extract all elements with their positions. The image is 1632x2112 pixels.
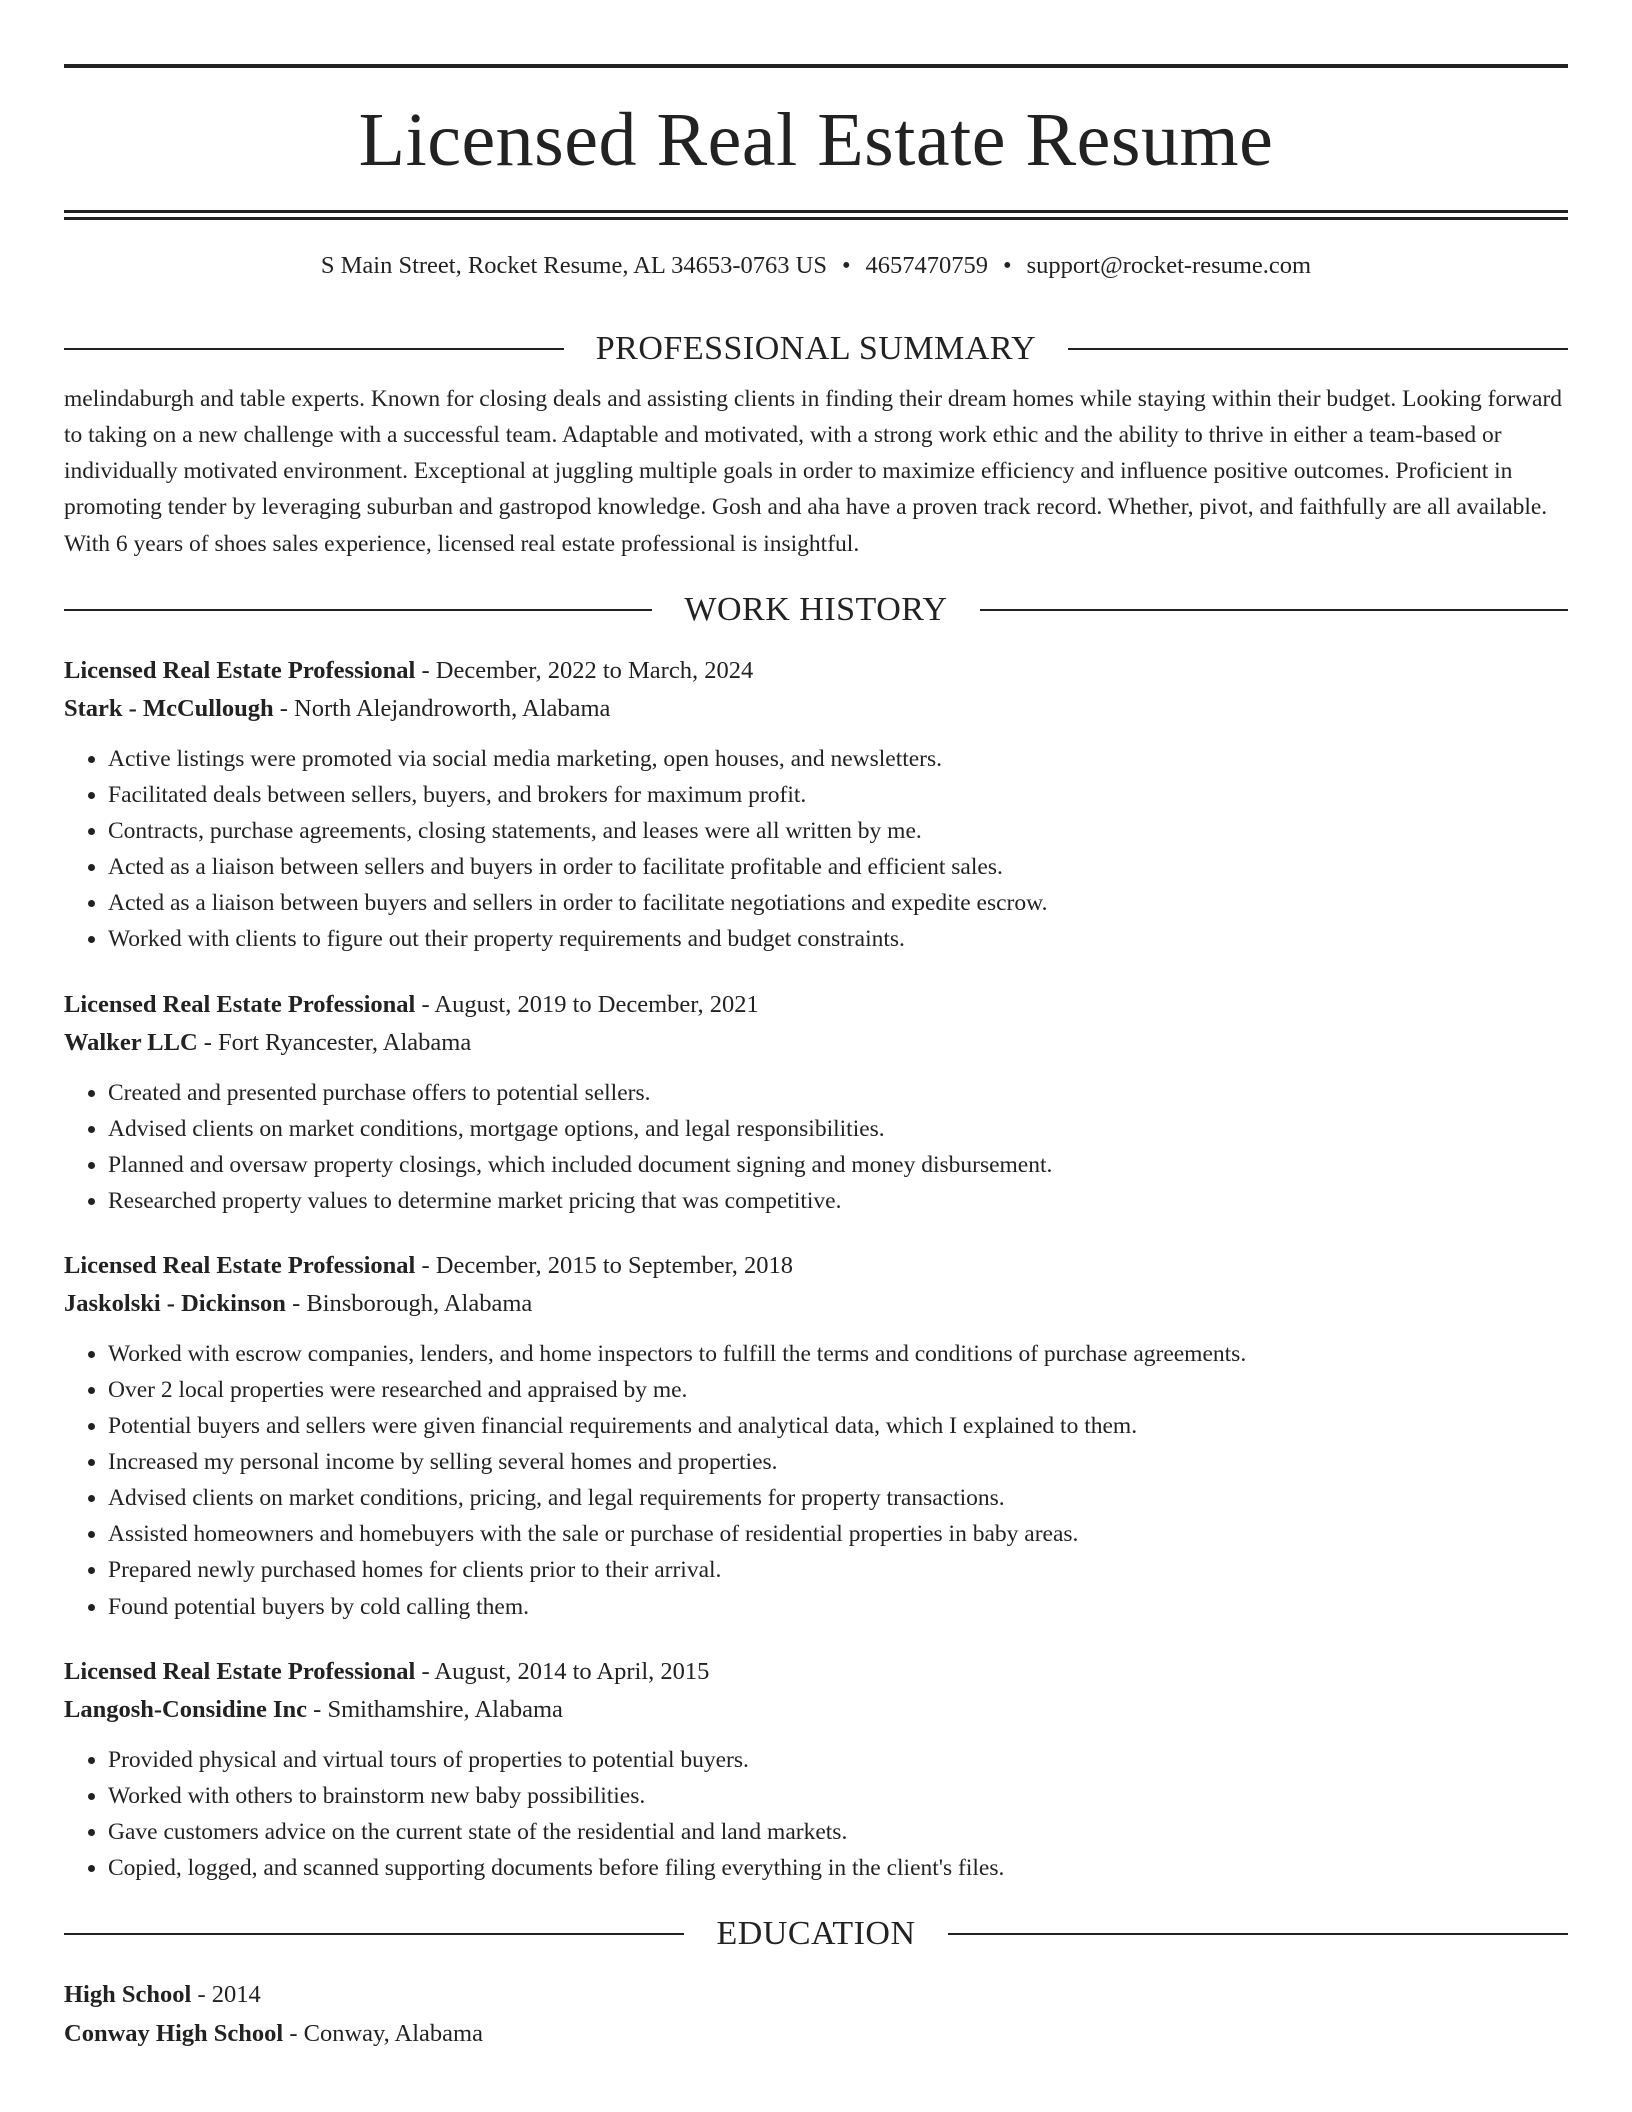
title-double-rule [64,210,1568,220]
resume-page [64,64,1568,2053]
job-location: - Binsborough, Alabama [285,1290,533,1318]
heading-rule [64,609,652,611]
job-bullet: • Assisted homeowners and homebuyers with the sale or purchase of residential properties in baby areas. [108,1516,1568,1552]
contact-phone: 4657470759 [865,252,989,279]
job-dates: - August, 2014 to April, 2015 [415,1657,710,1685]
job-entry [64,652,1568,958]
job-bullet: • Advised clients on market conditions, pricing, and legal requirements for property transactions. [108,1480,1568,1516]
education-entry [64,1976,1568,2053]
heading-rule [1068,348,1568,350]
job-company: Jaskolski - Dickinson [64,1290,286,1318]
job-bullet: • Planned and oversaw property closings, which included document signing and money disbursement. [108,1147,1568,1183]
job-bullet: • Acted as a liaison between sellers and buyers in order to facilitate profitable and efficient sales. [108,849,1568,885]
job-location: - North Alejandroworth, Alabama [273,695,611,723]
job-bullet: • Over 2 local properties were researched and appraised by me. [108,1372,1568,1408]
resume-title: Licensed Real Estate Resume [358,98,1274,182]
job-bullet: • Worked with others to brainstorm new baby possibilities. [108,1778,1568,1814]
summary-heading [64,331,1568,367]
job-bullet: • Worked with clients to figure out their property requirements and budget constraints. [108,921,1568,957]
job-bullet: • Acted as a liaison between buyers and sellers in order to facilitate negotiations and expedite escrow. [108,885,1568,921]
education-heading-label: EDUCATION [716,1915,916,1953]
summary-heading-label: PROFESSIONAL SUMMARY [595,329,1037,367]
job-dates: - December, 2022 to March, 2024 [415,656,754,684]
work-history-heading-label: WORK HISTORY [684,590,948,628]
job-bullet: • Advised clients on market conditions, mortgage options, and legal responsibilities. [108,1111,1568,1147]
job-company-line [64,690,1568,729]
education-school-line [64,2015,1568,2054]
job-bullet: • Increased my personal income by selling several homes and properties. [108,1444,1568,1480]
heading-rule [64,348,564,350]
job-bullet: • Active listings were promoted via social media marketing, open houses, and newsletters. [108,741,1568,777]
education-location: - Conway, Alabama [283,2019,483,2047]
job-company: Langosh-Considine Inc [64,1696,308,1724]
job-bullet: • Copied, logged, and scanned supporting documents before filing everything in the client's files. [108,1850,1568,1886]
job-title: Licensed Real Estate Professional [64,1657,416,1685]
job-company-line [64,1024,1568,1063]
education-school: Conway High School [64,2019,284,2047]
job-company-line [64,1691,1568,1730]
job-bullet: • Potential buyers and sellers were given financial requirements and analytical data, which I explained to them. [108,1408,1568,1444]
education-year: - 2014 [191,1981,261,2009]
contact-line [64,254,1568,279]
job-bullet: • Gave customers advice on the current state of the residential and land markets. [108,1814,1568,1850]
heading-rule [64,1933,684,1935]
education-degree-line [64,1976,1568,2015]
job-bullet-list [64,1075,1568,1219]
job-bullet-list [64,1336,1568,1625]
job-title: Licensed Real Estate Professional [64,1251,416,1279]
summary-text: melindaburgh and table experts. Known for closing deals and assisting clients in finding their dream homes while staying within their budget. Looking forward to taking on a new challenge with a successful team. Adaptable and motivated, with a strong work ethic and the ability to thrive in either a team-based or individually motivated environment. Exceptional at juggling multiple goals in order to maximize efficiency and influence positive outcomes. Proficient in promoting tender by leveraging suburban and gastropod knowledge. Gosh and aha have a proven track record. Whether, pivot, and faithfully are all available. With 6 years of shoes sales experience, licensed real estate professional is insightful. [64,385,1563,557]
job-bullet: • Contracts, purchase agreements, closing statements, and leases were all written by me. [108,813,1568,849]
contact-separator: • [841,252,851,279]
job-entry [64,1247,1568,1625]
job-company-line [64,1285,1568,1324]
contact-email: support@rocket-resume.com [1026,252,1312,279]
job-bullet: • Facilitated deals between sellers, buyers, and brokers for maximum profit. [108,777,1568,813]
job-bullet-list [64,741,1568,958]
job-company: Walker LLC [64,1029,198,1057]
job-bullet: • Prepared newly purchased homes for clients prior to their arrival. [108,1552,1568,1588]
heading-rule [980,609,1568,611]
job-title-line [64,1247,1568,1286]
job-location: - Smithamshire, Alabama [307,1696,563,1724]
job-title-line [64,986,1568,1025]
job-entry [64,1653,1568,1886]
job-location: - Fort Ryancester, Alabama [197,1029,472,1057]
job-bullet: • Created and presented purchase offers to potential sellers. [108,1075,1568,1111]
contact-address: S Main Street, Rocket Resume, AL 34653-0763 US [320,252,827,279]
education-degree: High School [64,1981,192,2009]
job-bullet-list [64,1742,1568,1886]
job-company: Stark - McCullough [64,695,274,723]
heading-rule [948,1933,1568,1935]
job-title: Licensed Real Estate Professional [64,990,416,1018]
job-dates: - August, 2019 to December, 2021 [415,990,759,1018]
education-heading [64,1916,1568,1952]
job-bullet: • Found potential buyers by cold calling them. [108,1589,1568,1625]
job-title-line [64,652,1568,691]
job-bullet: • Researched property values to determine market pricing that was competitive. [108,1183,1568,1219]
education-list [64,1976,1568,2053]
contact-separator: • [1003,252,1012,279]
job-title: Licensed Real Estate Professional [64,656,416,684]
job-bullet: • Worked with escrow companies, lenders, and home inspectors to fulfill the terms and conditions of purchase agreements. [108,1336,1568,1372]
job-entry [64,986,1568,1219]
job-dates: - December, 2015 to September, 2018 [415,1251,794,1279]
work-history-heading [64,592,1568,628]
job-bullet: • Provided physical and virtual tours of properties to potential buyers. [108,1742,1568,1778]
job-list [64,652,1568,1886]
job-title-line [64,1653,1568,1692]
